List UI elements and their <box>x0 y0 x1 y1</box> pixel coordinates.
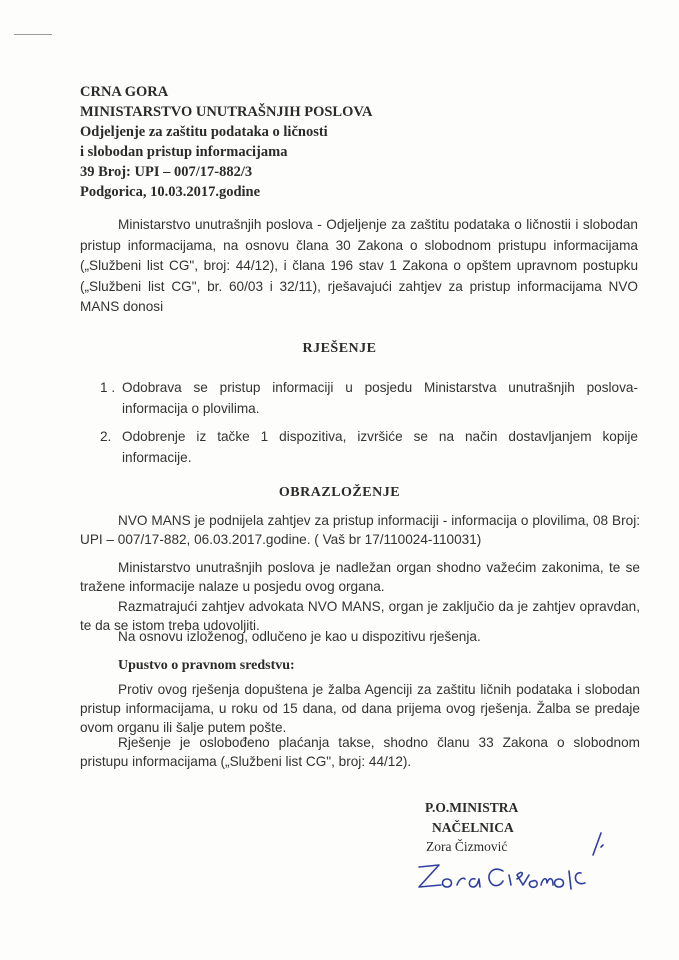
reasoning-title: OBRAZLOŽENJE <box>278 485 401 500</box>
decision-item <box>100 378 638 419</box>
reasoning-paragraph: Razmatrajući zahtjev advokata NVO MANS, organ je zaključio da je zahtjev opravdan, te da se istom treba udovoljiti. <box>80 599 640 633</box>
department-line-1: Odjeljenje za zaštitu podataka o ličnosti <box>80 124 328 140</box>
reference-number: 39 Broj: UPI – 007/17-882/3 <box>80 164 253 180</box>
signatory-title: NAČELNICA <box>432 820 514 835</box>
document-header <box>80 82 372 202</box>
department-line-2: i slobodan pristup informacijama <box>80 144 288 160</box>
handwritten-signature <box>405 825 645 905</box>
reasoning-paragraph: Ministarstvo unutrašnjih poslova je nadležan organ shodno važećim zakonima, te se tražene informacije nalaze u posjedu ovog organa. <box>80 560 640 594</box>
legal-remedy-title: Upustvo o pravnom sredstvu: <box>118 658 295 673</box>
decision-item-text: Odobrenje iz tačke 1 dispozitiva, izvršiće se na način dostavljanjem kopije informacije. <box>122 429 638 465</box>
decision-item-text: Odobrava se pristup informaciji u posjedu Ministarstva unutrašnjih poslova- informacija o plovilima. <box>122 380 638 416</box>
decision-item-number: 1 . <box>100 380 116 395</box>
reasoning-paragraph: NVO MANS je podnijela zahtjev za pristup informaciji - informacija o plovilima, 08 Broj: UPI – 007/17-882, 06.03.2017.godine. ( Vaš br 17/110024-110031) <box>80 513 640 547</box>
decision-item-number: 2. <box>100 429 112 444</box>
legal-remedy-text: Protiv ovog rješenja dopuštena je žalba Agenciji za zaštitu ličnih podataka i slobodan pristup informacijama, u roku od 15 dana, od dana prijema ovog rješenja. Žalba se predaje ovom organu ili šalje putem pošte. <box>80 682 640 735</box>
fee-exemption-text: Rješenje je oslobođeno plaćanja takse, shodno članu 33 Zakona o slobodnom pristupu informacijama („Službeni list CG", broj: 44/12). <box>80 735 640 769</box>
country-line: CRNA GORA <box>80 84 169 100</box>
scan-mark <box>14 34 52 35</box>
place-date: Podgorica, 10.03.2017.godine <box>80 184 261 200</box>
ministry-line: MINISTARSTVO UNUTRAŠNJIH POSLOVA <box>80 104 373 120</box>
reasoning-paragraph: Na osnovu izloženog, odlučeno je kao u dispozitivu rješenja. <box>118 629 481 644</box>
signatory-role: P.O.MINISTRA <box>425 800 519 815</box>
signatory-name: Zora Čizmović <box>426 839 508 854</box>
decision-item <box>100 427 638 468</box>
decision-title: RJEŠENJE <box>302 341 377 356</box>
intro-paragraph: Ministarstvo unutrašnjih poslova - Odjeljenje za zaštitu podataka o ličnostii i slobodan pristup informacijama, na osnovu člana 30 Zakona o slobodnom pristupu informacijama („Službeni list CG", broj: 44/12), i člana 196 stav 1 Zakona o opštem upravnom postupku („Službeni list CG", br. 60/03 i 32/11), rješavajući zahtjev za pristup informacijama NVO MANS donosi <box>80 217 638 314</box>
